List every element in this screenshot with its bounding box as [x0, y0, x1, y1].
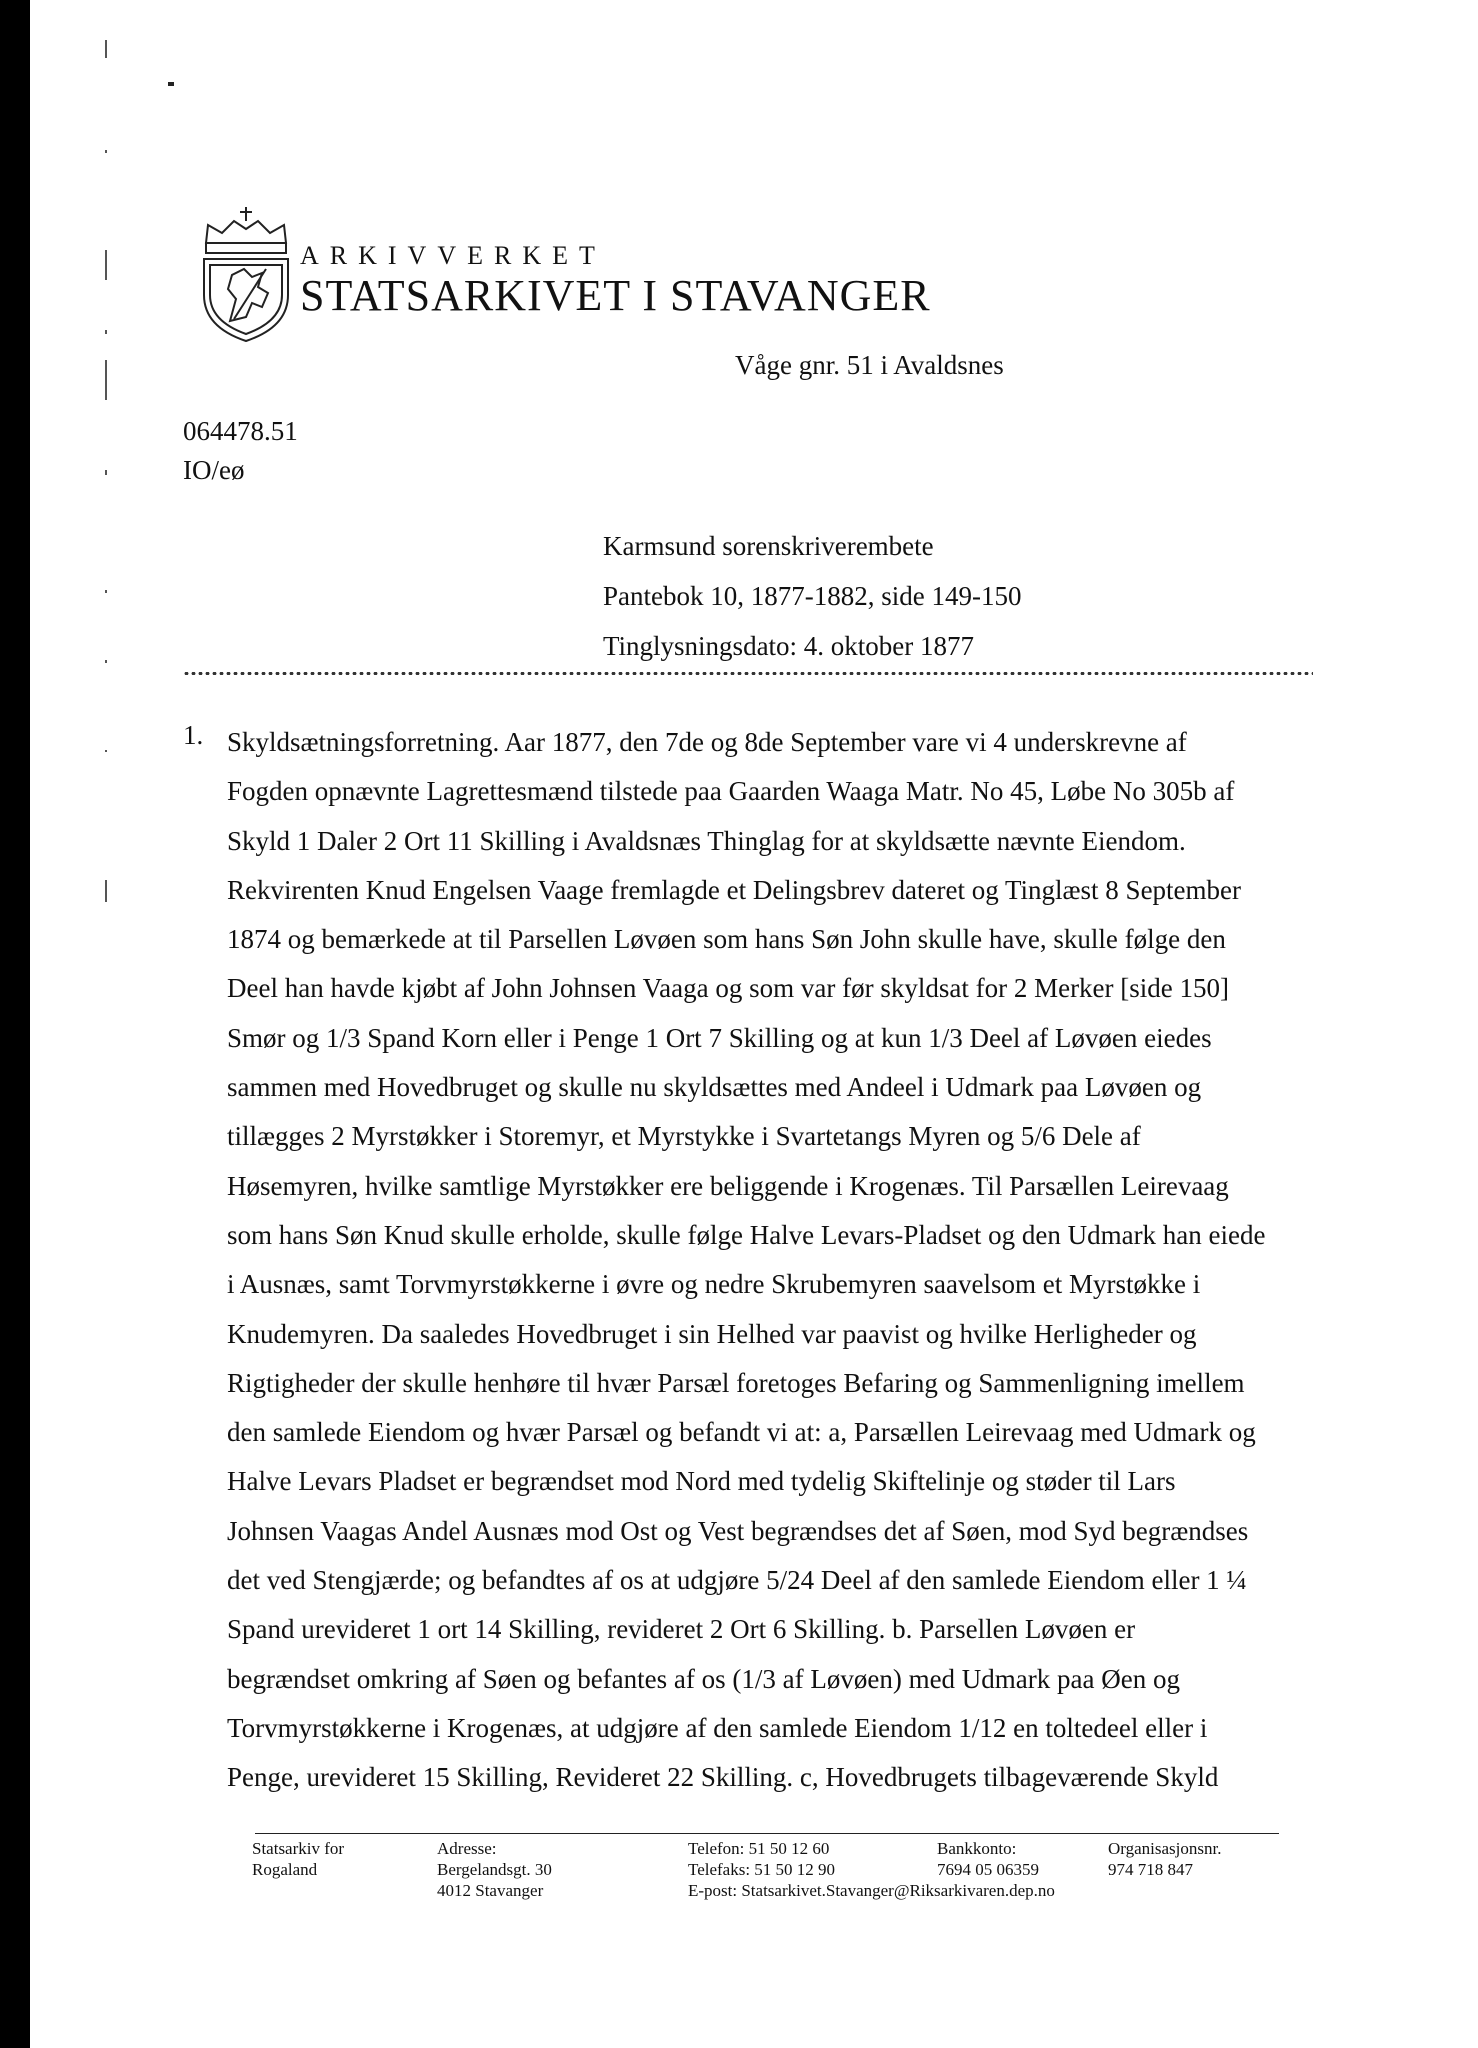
- text-line: Smør og 1/3 Spand Korn eller i Penge 1 Ort 7 Skilling og at kun 1/3 Deel af Løvøen eiedes: [227, 1022, 1212, 1053]
- text-line: Torvmyrstøkkerne i Krogenæs, at udgjøre af den samlede Eiendom 1/12 en toltedeel eller i: [227, 1712, 1208, 1743]
- text-line: Johnsen Vaagas Andel Ausnæs mod Ost og Vest begrændses det af Søen, mod Syd begrændses: [227, 1515, 1249, 1546]
- text-line: Spand urevideret 1 ort 14 Skilling, revideret 2 Ort 6 Skilling. b. Parsellen Løvøen er: [227, 1614, 1136, 1645]
- footer-line: Statsarkiv for: [252, 1839, 345, 1858]
- footer-line: Bergelandsgt. 30: [437, 1860, 552, 1879]
- footer-line: 7694 05 06359: [937, 1860, 1039, 1879]
- source-book: Pantebok 10, 1877-1882, side 149-150: [603, 581, 1022, 611]
- text-line: Fogden opnævnte Lagrettesmænd tilstede paa Gaarden Waaga Matr. No 45, Løbe No 305b af: [227, 776, 1235, 807]
- text-line: Høsemyren, hvilke samtlige Myrstøkker ere beliggende i Krogenæs. Til Parsællen Leirevaag: [227, 1170, 1229, 1201]
- text-line: sammen med Hovedbruget og skulle nu skyldsættes med Andeel i Udmark paa Løvøen og: [227, 1072, 1202, 1103]
- footer-line: Bankkonto:: [937, 1839, 1017, 1858]
- text-line: Rekvirenten Knud Engelsen Vaage fremlagde et Delingsbrev dateret og Tinglæst 8 September: [227, 874, 1242, 905]
- text-line: Deel han havde kjøbt af John Johnsen Vaaga og som var før skyldsat for 2 Merker [side 150]: [227, 973, 1230, 1004]
- coat-of-arms-icon: [186, 203, 306, 345]
- footer-line: 974 718 847: [1108, 1860, 1193, 1879]
- footer-line: 4012 Stavanger: [437, 1881, 544, 1900]
- source-office: Karmsund sorenskriverembete: [603, 531, 934, 561]
- source-block: [603, 521, 1021, 671]
- text-line: den samlede Eiendom og hvær Parsæl og befandt vi at: a, Parsællen Leirevaag med Udmark og: [227, 1417, 1256, 1448]
- footer-line: Rogaland: [252, 1860, 318, 1879]
- footer-institution: [252, 1838, 344, 1880]
- scan-mark: [168, 82, 174, 86]
- text-line: som hans Søn Knud skulle erholde, skulle følge Halve Levars-Pladset og den Udmark han eiede: [227, 1219, 1266, 1250]
- footer-line: Adresse:: [437, 1839, 497, 1858]
- dotted-divider: [183, 672, 1313, 675]
- text-line: Halve Levars Pladset er begrændset mod Nord med tydelig Skiftelinje og støder til Lars: [227, 1466, 1176, 1497]
- org-subtitle: ARKIVVERKET: [300, 241, 606, 270]
- footer-bank: [937, 1838, 1039, 1880]
- text-line: Knudemyren. Da saaledes Hovedbruget i sin Helhed var paavist og hvilke Herligheder og: [227, 1318, 1197, 1349]
- text-line: Skyld 1 Daler 2 Ort 11 Skilling i Avaldsnæs Thinglag for at skyldsætte nævnte Eiendom.: [227, 825, 1186, 856]
- text-line: i Ausnæs, samt Torvmyrstøkkerne i øvre og nedre Skrubemyren saavelsom et Myrstøkke i: [227, 1269, 1201, 1300]
- document-page: [30, 0, 1478, 2048]
- scan-margin-specks: [104, 30, 108, 990]
- text-line: tillægges 2 Myrstøkker i Storemyr, et Myrstykke i Svartetangs Myren og 5/6 Dele af: [227, 1121, 1141, 1152]
- text-line: 1874 og bemærkede at til Parsellen Løvøen som hans Søn John skulle have, skulle følge den: [227, 924, 1226, 955]
- property-reference: Våge gnr. 51 i Avaldsnes: [735, 350, 1004, 380]
- footer-phone: Telefon: 51 50 12 60: [688, 1839, 830, 1858]
- text-line: begrændset omkring af Søen og befantes af os (1/3 af Løvøen) med Udmark paa Øen og: [227, 1663, 1180, 1694]
- footer-org: [1108, 1838, 1222, 1880]
- file-number: 064478.51: [183, 416, 298, 446]
- org-title: STATSARKIVET I STAVANGER: [300, 271, 931, 320]
- reference-block: [183, 412, 298, 490]
- registration-date: Tinglysningsdato: 4. oktober 1877: [603, 631, 975, 661]
- text-line: Rigtigheder der skulle henhøre til hvær Parsæl foretoges Befaring og Sammenligning imellem: [227, 1367, 1245, 1398]
- text-line: det ved Stengjærde; og befandtes af os at udgjøre 5/24 Deel af den samlede Eiendom eller 1 ¼: [227, 1565, 1247, 1596]
- initials: IO/eø: [183, 455, 245, 485]
- footer-fax: Telefaks: 51 50 12 90: [688, 1860, 836, 1879]
- text-line: Penge, urevideret 15 Skilling, Revideret 22 Skilling. c, Hovedbrugets tilbageværende Skyld: [227, 1762, 1219, 1793]
- footer-email[interactable]: E-post: Statsarkivet.Stavanger@Riksarkivaren.dep.no: [688, 1881, 1055, 1900]
- text-line: Skyldsætningsforretning. Aar 1877, den 7de og 8de September vare vi 4 underskrevne af: [227, 727, 1187, 757]
- entry-number: 1.: [183, 720, 204, 750]
- footer-rule: [255, 1833, 1279, 1834]
- footer-address: [437, 1838, 552, 1901]
- footer-line: Organisasjonsnr.: [1108, 1839, 1222, 1858]
- entry-text: [227, 718, 1266, 1803]
